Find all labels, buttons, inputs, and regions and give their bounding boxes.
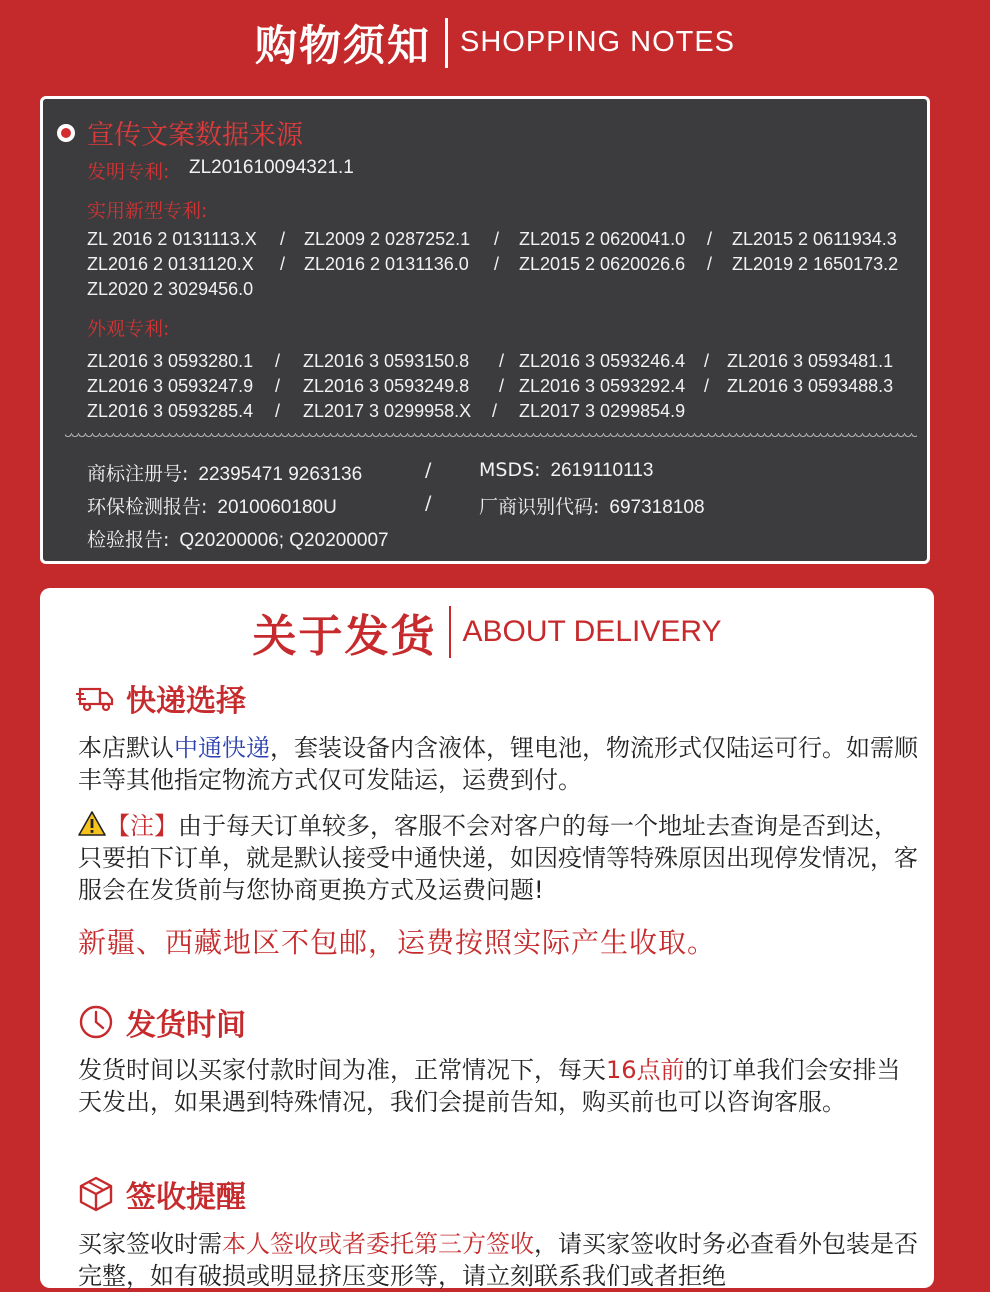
bullet-dot-icon — [57, 124, 75, 142]
express-carrier-highlight: 中通快递 — [174, 734, 270, 762]
ship-time-text-b: 的订单我们会安排当天发出，如果遇到特殊情况，我们会提前告知，购买前也可以咨询客服。 — [78, 1056, 901, 1116]
separator: / — [425, 459, 432, 481]
receipt-paragraph — [78, 1228, 918, 1292]
separator: / — [494, 254, 500, 274]
patent-number: ZL2009 2 0287252.1 — [304, 229, 471, 249]
invention-patent-number: ZL201610094321.1 — [189, 157, 354, 178]
ship-time-section-title: 发货时间 — [126, 1008, 246, 1043]
header-title-cn: 购物须知 — [254, 20, 431, 70]
inspection-report-label: 检验报告: — [87, 529, 170, 551]
wavy-divider — [65, 433, 917, 443]
about-delivery-divider — [449, 606, 451, 658]
patent-number: ZL2017 3 0299854.9 — [519, 401, 686, 421]
ship-time-highlight: 16点前 — [606, 1056, 685, 1084]
utility-row — [87, 254, 917, 279]
patent-number: ZL 2016 2 0131113.X — [87, 229, 257, 249]
design-row — [87, 401, 917, 426]
utility-row — [87, 279, 917, 304]
patent-number: ZL2015 2 0611934.3 — [732, 229, 897, 249]
express-text-a: 本店默认 — [78, 734, 174, 762]
design-row — [87, 376, 917, 401]
about-delivery-header — [40, 602, 934, 662]
separator: / — [499, 376, 505, 396]
clock-icon — [76, 1002, 116, 1042]
separator: / — [499, 351, 505, 371]
express-note-paragraph — [78, 810, 918, 906]
note-tag: 【注】 — [106, 812, 178, 840]
msds-label: MSDS: — [479, 459, 541, 481]
env-report-value: 2010060180U — [217, 497, 337, 518]
msds-value: 2619110113 — [550, 460, 654, 481]
separator: / — [707, 254, 713, 274]
msds-info — [479, 459, 653, 482]
ship-time-paragraph — [78, 1054, 918, 1118]
about-delivery-title-en: ABOUT DELIVERY — [462, 615, 722, 648]
ship-time-section-header — [76, 1000, 246, 1044]
patent-number: ZL2016 3 0593150.8 — [303, 351, 470, 371]
env-report-info — [87, 492, 337, 519]
separator: / — [275, 376, 281, 396]
trademark-value: 22395471 9263136 — [198, 464, 363, 485]
utility-patent-label: 实用新型专利: — [87, 200, 208, 222]
utility-row — [87, 229, 917, 254]
patent-number: ZL2016 3 0593247.9 — [87, 376, 254, 396]
inspection-report-value: Q20200006; Q20200007 — [179, 530, 389, 551]
separator: / — [280, 254, 286, 274]
patent-number: ZL2019 2 1650173.2 — [732, 254, 899, 274]
vendor-code-value: 697318108 — [609, 497, 705, 518]
separator: / — [494, 229, 500, 249]
patent-number: ZL2016 3 0593488.3 — [727, 376, 894, 396]
separator: / — [275, 401, 281, 421]
separator: / — [275, 351, 281, 371]
express-paragraph — [78, 732, 918, 796]
receipt-section-title: 签收提醒 — [126, 1180, 246, 1215]
invention-patent-label: 发明专利: — [87, 161, 170, 183]
patent-number: ZL2016 3 0593249.8 — [303, 376, 470, 396]
design-patent-grid — [87, 351, 917, 426]
design-row — [87, 351, 917, 376]
express-section-title: 快递选择 — [126, 684, 246, 719]
delivery-truck-icon — [76, 678, 116, 718]
separator: / — [492, 401, 498, 421]
patent-number: ZL2017 3 0299958.X — [303, 401, 472, 421]
patent-number: ZL2015 2 0620026.6 — [519, 254, 686, 274]
patent-number: ZL2016 3 0593280.1 — [87, 351, 254, 371]
separator: / — [707, 229, 713, 249]
patent-number: ZL2015 2 0620041.0 — [519, 229, 686, 249]
inspection-report-info — [87, 525, 389, 552]
patent-info-box — [40, 96, 930, 564]
patent-number: ZL2016 3 0593481.1 — [727, 351, 894, 371]
about-delivery-title-cn: 关于发货 — [252, 611, 437, 662]
warning-icon — [78, 810, 106, 838]
trademark-label: 商标注册号: — [87, 463, 189, 485]
separator: / — [280, 229, 286, 249]
shopping-notes-header — [0, 10, 990, 75]
header-title-en: SHOPPING NOTES — [459, 26, 736, 58]
delivery-card — [40, 588, 934, 1288]
separator: / — [704, 376, 710, 396]
patent-number: ZL2016 3 0593285.4 — [87, 401, 254, 421]
ship-time-text-a: 发货时间以买家付款时间为准，正常情况下，每天 — [78, 1056, 606, 1084]
patent-number: ZL2016 2 0131120.X — [87, 254, 254, 274]
env-report-label: 环保检测报告: — [87, 496, 208, 518]
receipt-text-b: ，请买家签收时务必查看外包装是否完整，如有破损或明显挤压变形等，请立刻联系我们或者拒绝 — [78, 1230, 918, 1290]
header-divider — [445, 18, 448, 68]
patent-number: ZL2020 2 3029456.0 — [87, 279, 254, 299]
receipt-highlight: 本人签收或者委托第三方签收 — [222, 1230, 534, 1258]
patent-box-title — [57, 113, 303, 152]
package-box-icon — [76, 1174, 116, 1214]
receipt-section-header — [76, 1172, 246, 1216]
patent-box-title-text: 宣传文案数据来源 — [87, 120, 303, 151]
patent-number: ZL2016 2 0131136.0 — [304, 254, 469, 274]
note-text: 由于每天订单较多，客服不会对客户的每一个地址去查询是否到达，只要拍下订单，就是默认接受中通快递，如因疫情等特殊原因出现停发情况，客服会在发货前与您协商更换方式及运费问题! — [78, 812, 918, 904]
patent-number: ZL2016 3 0593292.4 — [519, 376, 686, 396]
receipt-text-a: 买家签收时需 — [78, 1230, 222, 1258]
remote-area-notice: 新疆、西藏地区不包邮，运费按照实际产生收取。 — [78, 926, 717, 959]
trademark-info — [87, 459, 362, 486]
vendor-code-info — [479, 492, 705, 519]
design-patent-label: 外观专利: — [87, 318, 170, 340]
express-text-b: ，套装设备内含液体，锂电池，物流形式仅陆运可行。如需顺丰等其他指定物流方式仅可发陆运，运费到付。 — [78, 734, 918, 794]
express-section-header — [76, 676, 246, 720]
patent-number: ZL2016 3 0593246.4 — [519, 351, 686, 371]
vendor-code-label: 厂商识别代码: — [479, 496, 600, 518]
utility-patent-grid — [87, 229, 917, 304]
separator: / — [704, 351, 710, 371]
separator: / — [425, 492, 432, 514]
